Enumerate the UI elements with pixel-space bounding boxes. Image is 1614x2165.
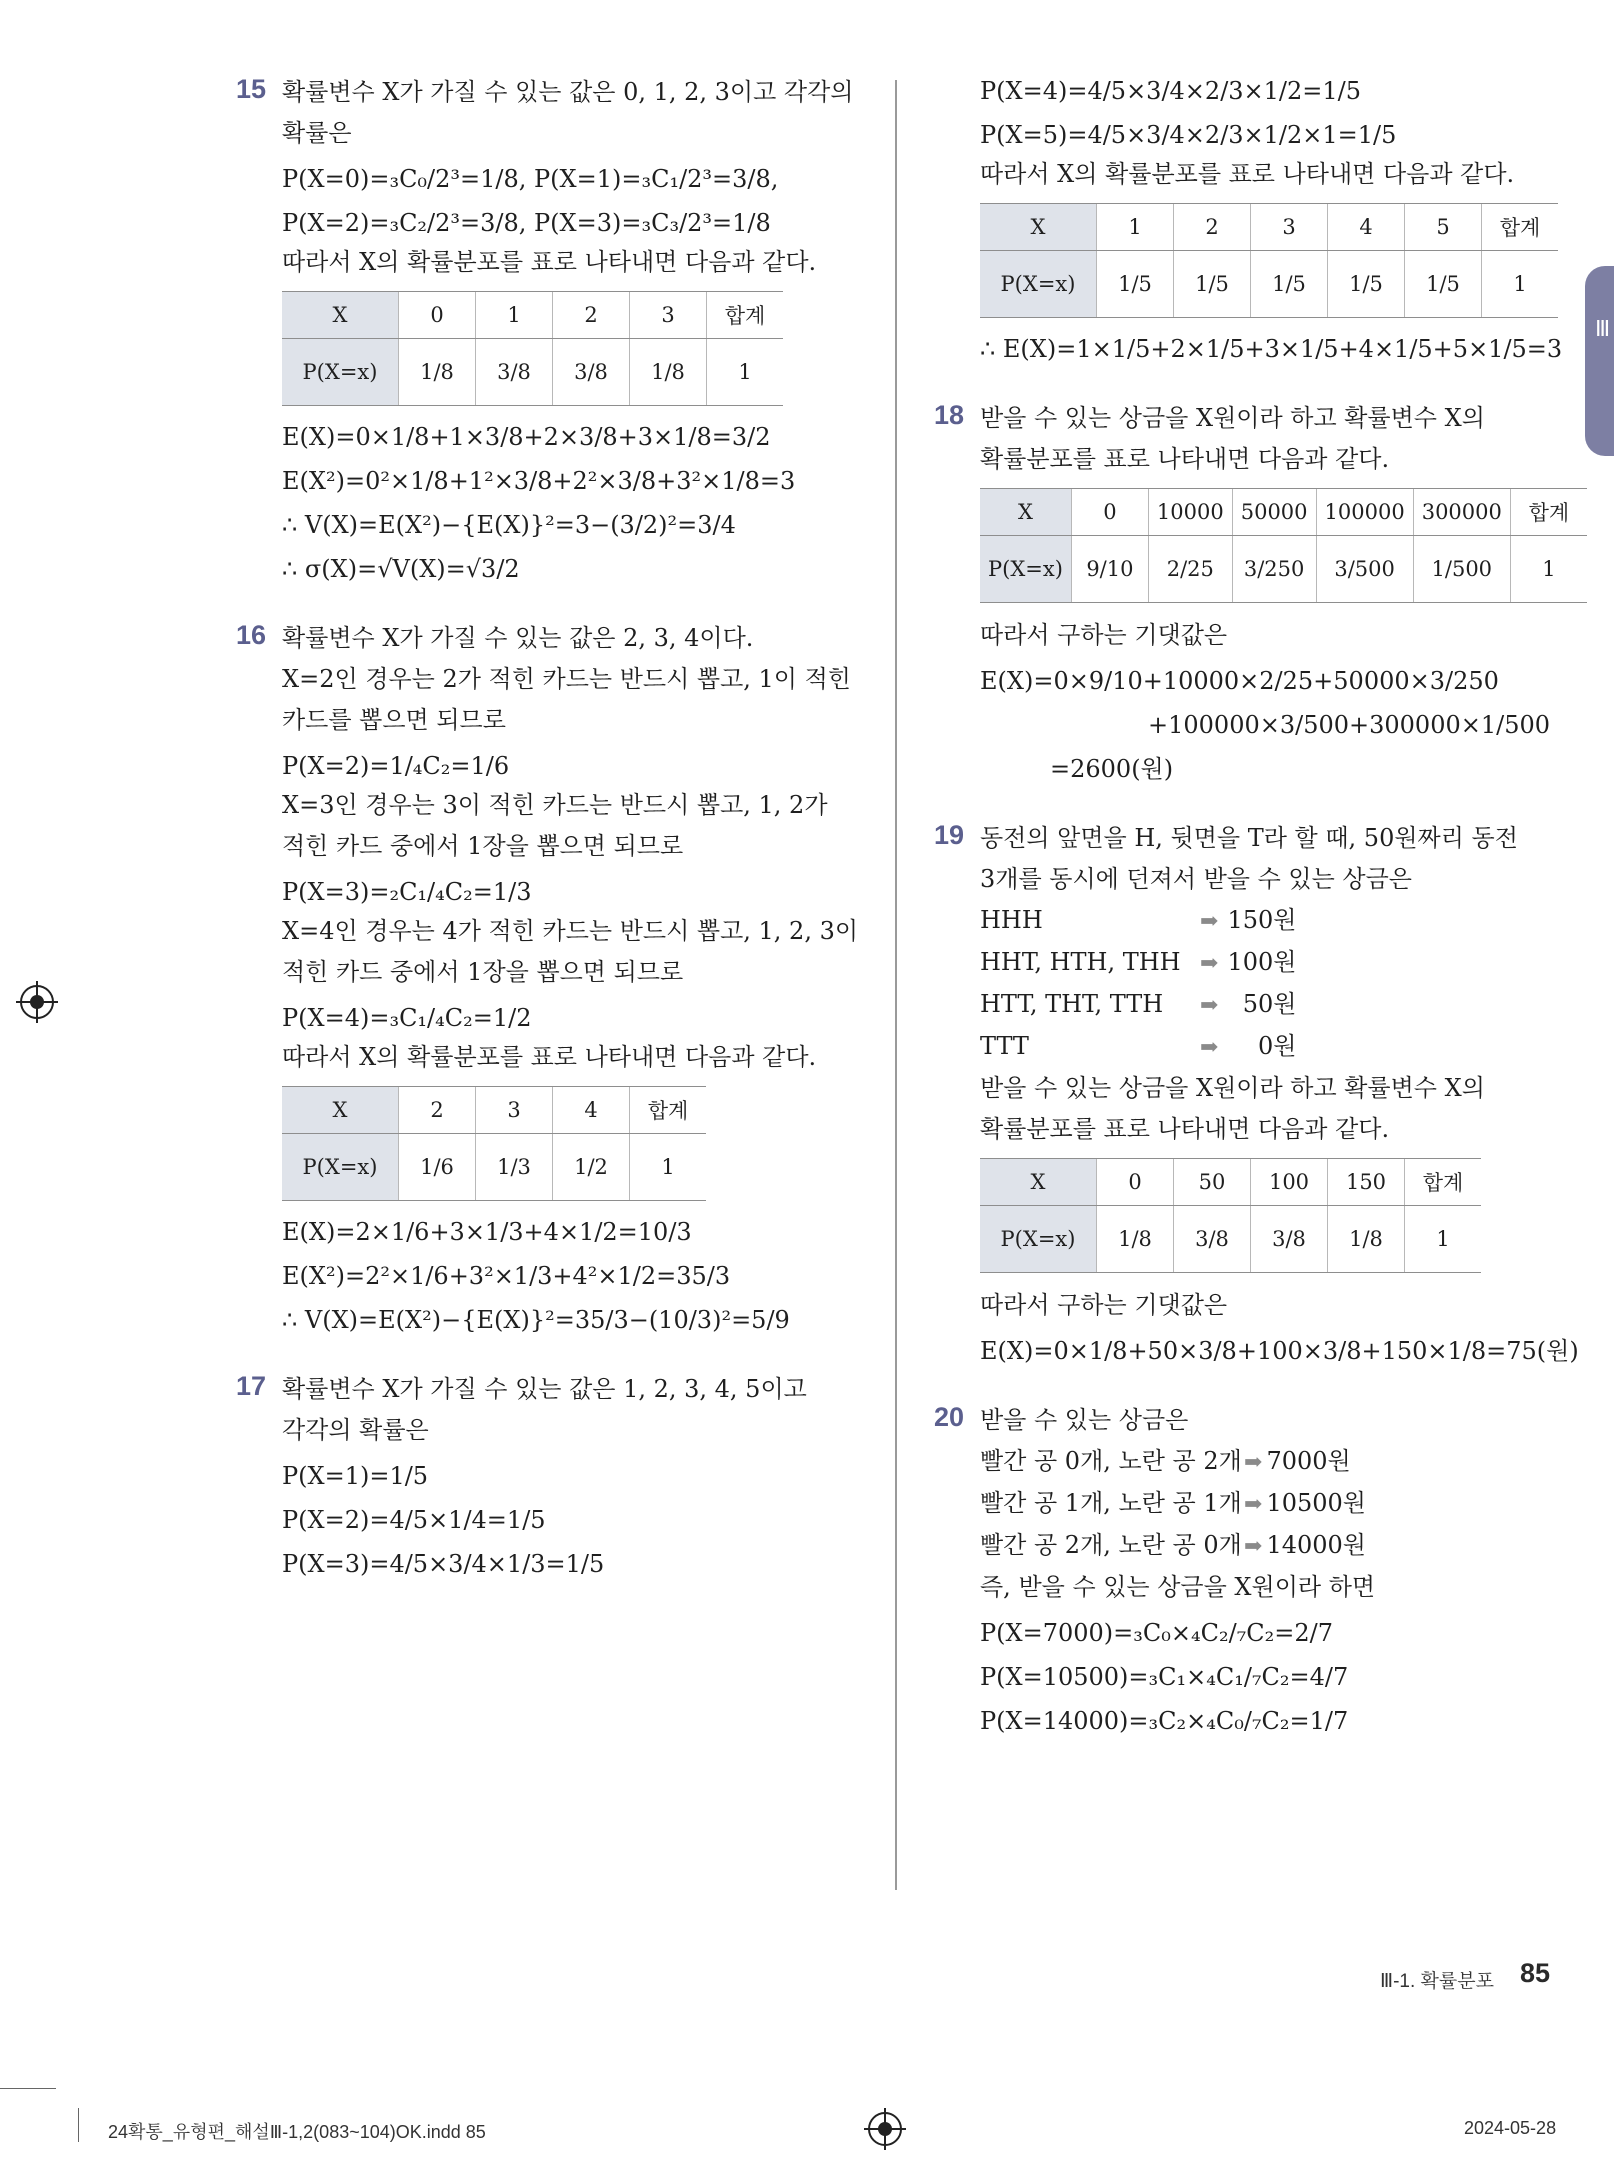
right-arrow-icon: ➡ [1244, 1450, 1263, 1475]
table-header-cell: P(X=x) [980, 1206, 1097, 1273]
equation: ∴ E(X)=1×1/5+2×1/5+3×1/5+4×1/5+5×1/5=3 [980, 335, 1563, 363]
distribution-table [282, 291, 783, 406]
table-cell: 합계 [707, 292, 784, 339]
right-column [934, 72, 1579, 1770]
table-cell: 9/10 [1071, 536, 1148, 603]
table-header-cell: P(X=x) [282, 339, 399, 406]
table-header-cell: X [282, 1087, 399, 1134]
mean-intro: 따라서 구하는 기댓값은 [980, 1291, 1228, 1319]
table-header-cell: P(X=x) [282, 1134, 399, 1201]
equation: P(X=4)=4/5×3/4×2/3×1/2=1/5 [980, 77, 1362, 105]
table-cell: 10000 [1148, 489, 1232, 536]
table-cell: 합계 [1405, 1159, 1482, 1206]
outcome-line [980, 984, 1560, 1026]
prize-amount: 10500원 [1266, 1489, 1366, 1517]
problem-18 [934, 398, 1570, 788]
equation: P(X=2)=1/₄C₂=1/6 [282, 752, 510, 780]
table-header-cell: X [282, 292, 399, 339]
table-cell: 1/5 [1097, 251, 1174, 318]
table-cell: 1/8 [1097, 1206, 1174, 1273]
outcome-text: 빨간 공 0개, 노란 공 2개 [980, 1447, 1242, 1475]
table-cell: 1/5 [1251, 251, 1328, 318]
equation: E(X)=2×1/6+3×1/3+4×1/2=10/3 [282, 1218, 692, 1246]
problem-intro: 동전의 앞면을 H, 뒷면을 T라 할 때, 50원짜리 동전 3개를 동시에 던져서 받을 수 있는 상금은 [980, 824, 1518, 893]
problem-number: 15 [236, 74, 267, 104]
crop-mark [78, 2108, 79, 2142]
right-arrow-icon: ➡ [1200, 909, 1219, 934]
distribution-table [980, 488, 1587, 603]
problem-19 [934, 818, 1579, 1370]
table-cell: 3/250 [1232, 536, 1316, 603]
case-text: X=2인 경우는 2가 적힌 카드는 반드시 뽑고, 1이 적힌 카드를 뽑으면 되므로 [282, 665, 851, 734]
table-cell: 합계 [1482, 204, 1559, 251]
table-cell: 150 [1328, 1159, 1405, 1206]
distribution-table [282, 1086, 706, 1201]
slug-filename: 24확통_유형편_해설Ⅲ-1,2(083~104)OK.indd 85 [108, 2122, 486, 2142]
table-cell: 1 [1405, 1206, 1482, 1273]
table-cell: 5 [1405, 204, 1482, 251]
table-cell: 1 [1510, 536, 1587, 603]
right-arrow-icon: ➡ [1200, 1035, 1219, 1060]
table-cell: 50000 [1232, 489, 1316, 536]
page-number: 85 [1520, 1958, 1551, 1988]
table-header-cell: P(X=x) [980, 251, 1097, 318]
table-cell: 0 [1071, 489, 1148, 536]
equation: P(X=10500)=₃C₁×₄C₁/₇C₂=4/7 [980, 1663, 1349, 1691]
table-cell: 3/8 [553, 339, 630, 406]
outcome-text: HTT, THT, TTH [980, 990, 1164, 1018]
prize-amount: 100원 [1227, 948, 1297, 976]
problem-intro: 받을 수 있는 상금을 X원이라 하고 확률변수 X의 확률분포를 표로 나타내면 다음과 같다. [980, 404, 1485, 473]
problem-17 [232, 1369, 872, 1583]
table-intro: 따라서 X의 확률분포를 표로 나타내면 다음과 같다. [282, 248, 817, 276]
table-cell: 100 [1251, 1159, 1328, 1206]
equation: P(X=4)=₃C₁/₄C₂=1/2 [282, 1004, 532, 1032]
outcome-text: 빨간 공 2개, 노란 공 0개 [980, 1531, 1242, 1559]
table-cell: 3/8 [1174, 1206, 1251, 1273]
right-arrow-icon: ➡ [1200, 993, 1219, 1018]
problem-number: 18 [934, 400, 965, 430]
prize-amount: 150원 [1227, 906, 1297, 934]
equation: E(X)=0×9/10+10000×2/25+50000×3/250 [980, 667, 1499, 695]
problem-number: 17 [236, 1371, 267, 1401]
prize-amount: 0원 [1257, 1032, 1297, 1060]
table-cell: 1 [707, 339, 784, 406]
problem-intro: 확률변수 X가 가질 수 있는 값은 2, 3, 4이다. [282, 624, 754, 652]
problem-intro: 확률변수 X가 가질 수 있는 값은 0, 1, 2, 3이고 각각의 확률은 [282, 78, 854, 147]
table-cell: 합계 [630, 1087, 707, 1134]
outcome-line [980, 900, 1560, 942]
table-cell: 1 [1482, 251, 1559, 318]
table-cell: 50 [1174, 1159, 1251, 1206]
table-cell: 2 [1174, 204, 1251, 251]
table-cell: 1/8 [630, 339, 707, 406]
table-cell: 3/500 [1316, 536, 1413, 603]
section-label: Ⅲ-1. 확률분포 [1380, 1971, 1494, 1992]
table-intro: 따라서 X의 확률분포를 표로 나타내면 다음과 같다. [282, 1043, 817, 1071]
equation: +100000×3/500+300000×1/500 [1148, 711, 1550, 739]
table-cell: 0 [1097, 1159, 1174, 1206]
table-cell: 1/500 [1413, 536, 1510, 603]
table-cell: 2 [553, 292, 630, 339]
outcome-text: 빨간 공 1개, 노란 공 1개 [980, 1489, 1242, 1517]
equation: P(X=1)=1/5 [282, 1462, 429, 1490]
equation: =2600(원) [1050, 755, 1174, 783]
equation: P(X=7000)=₃C₀×₄C₂/₇C₂=2/7 [980, 1619, 1334, 1647]
table-cell: 3/8 [1251, 1206, 1328, 1273]
table-intro: 따라서 X의 확률분포를 표로 나타내면 다음과 같다. [980, 160, 1515, 188]
right-arrow-icon: ➡ [1244, 1492, 1263, 1517]
table-intro: 받을 수 있는 상금을 X원이라 하고 확률변수 X의 확률분포를 표로 나타내면 다음과 같다. [980, 1074, 1485, 1143]
mean-intro: 따라서 구하는 기댓값은 [980, 621, 1228, 649]
case-text: X=4인 경우는 4가 적힌 카드는 반드시 뽑고, 1, 2, 3이 적힌 카드 중에서 1장을 뽑으면 되므로 [282, 917, 859, 986]
right-arrow-icon: ➡ [1200, 951, 1219, 976]
left-column [232, 72, 872, 1613]
equation: ∴ V(X)=E(X²)−{E(X)}²=35/3−(10/3)²=5/9 [282, 1306, 790, 1334]
outcome-text: HHH [980, 906, 1043, 934]
table-cell: 4 [553, 1087, 630, 1134]
table-cell: 0 [399, 292, 476, 339]
registration-mark-icon [868, 2112, 902, 2146]
table-cell: 1/5 [1405, 251, 1482, 318]
table-cell: 1/6 [399, 1134, 476, 1201]
outcome-line [980, 1026, 1560, 1068]
prize-amount: 7000원 [1266, 1447, 1351, 1475]
problem-16 [232, 618, 872, 1339]
table-header-cell: X [980, 1159, 1097, 1206]
equation: P(X=14000)=₃C₂×₄C₀/₇C₂=1/7 [980, 1707, 1349, 1735]
problem-17-continued [940, 72, 1563, 368]
table-cell: 1/8 [1328, 1206, 1405, 1273]
table-cell: 1 [630, 1134, 707, 1201]
column-divider [895, 80, 897, 1890]
table-cell: 3 [630, 292, 707, 339]
outcome-line [980, 1441, 1560, 1483]
problem-20 [934, 1400, 1560, 1740]
registration-mark-icon [20, 985, 54, 1019]
table-cell: 1/5 [1174, 251, 1251, 318]
equation: ∴ V(X)=E(X²)−{E(X)}²=3−(3/2)²=3/4 [282, 511, 736, 539]
outcome-text: HHT, HTH, THH [980, 948, 1181, 976]
table-cell: 1/3 [476, 1134, 553, 1201]
distribution-table [980, 203, 1558, 318]
chapter-tab-label: Ⅲ [1595, 316, 1611, 341]
outcome-line [980, 942, 1560, 984]
slug-date: 2024-05-28 [1464, 2118, 1557, 2138]
table-cell: 1/2 [553, 1134, 630, 1201]
equation: E(X)=0×1/8+1×3/8+2×3/8+3×1/8=3/2 [282, 423, 771, 451]
table-cell: 3 [476, 1087, 553, 1134]
outcome-text: TTT [980, 1032, 1029, 1060]
equation: P(X=0)=₃C₀/2³=1/8, P(X=1)=₃C₁/2³=3/8, [282, 165, 779, 193]
problem-intro: 받을 수 있는 상금은 [980, 1406, 1189, 1434]
prize-amount: 14000원 [1266, 1531, 1366, 1559]
table-cell: 1 [1097, 204, 1174, 251]
table-cell: 1/8 [399, 339, 476, 406]
table-cell: 2/25 [1148, 536, 1232, 603]
chapter-tab [1585, 266, 1614, 456]
table-cell: 합계 [1510, 489, 1587, 536]
prize-amount: 50원 [1242, 990, 1297, 1018]
table-cell: 2 [399, 1087, 476, 1134]
outcome-line [980, 1525, 1560, 1567]
distribution-table [980, 1158, 1481, 1273]
crop-mark [0, 2088, 56, 2089]
case-text: 즉, 받을 수 있는 상금을 X원이라 하면 [980, 1573, 1376, 1601]
case-text: X=3인 경우는 3이 적힌 카드는 반드시 뽑고, 1, 2가 적힌 카드 중에서 1장을 뽑으면 되므로 [282, 791, 828, 860]
equation: P(X=3)=₂C₁/₄C₂=1/3 [282, 878, 532, 906]
table-header-cell: P(X=x) [980, 536, 1071, 603]
table-header-cell: X [980, 489, 1071, 536]
equation: E(X)=0×1/8+50×3/8+100×3/8+150×1/8=75(원) [980, 1337, 1579, 1365]
equation: E(X²)=2²×1/6+3²×1/3+4²×1/2=35/3 [282, 1262, 731, 1290]
table-cell: 100000 [1316, 489, 1413, 536]
table-header-cell: X [980, 204, 1097, 251]
table-cell: 4 [1328, 204, 1405, 251]
problem-number: 20 [934, 1402, 965, 1432]
table-cell: 1 [476, 292, 553, 339]
equation: E(X²)=0²×1/8+1²×3/8+2²×3/8+3²×1/8=3 [282, 467, 796, 495]
equation: P(X=2)=4/5×1/4=1/5 [282, 1506, 546, 1534]
table-cell: 300000 [1413, 489, 1510, 536]
problem-intro: 확률변수 X가 가질 수 있는 값은 1, 2, 3, 4, 5이고 각각의 확률은 [282, 1375, 807, 1444]
problem-number: 19 [934, 820, 965, 850]
equation: P(X=2)=₃C₂/2³=3/8, P(X=3)=₃C₃/2³=1/8 [282, 209, 771, 237]
table-cell: 1/5 [1328, 251, 1405, 318]
equation: P(X=3)=4/5×3/4×1/3=1/5 [282, 1550, 605, 1578]
outcome-line [980, 1483, 1560, 1525]
table-cell: 3 [1251, 204, 1328, 251]
equation: P(X=5)=4/5×3/4×2/3×1/2×1=1/5 [980, 121, 1397, 149]
right-arrow-icon: ➡ [1244, 1534, 1263, 1559]
problem-number: 16 [236, 620, 267, 650]
table-cell: 3/8 [476, 339, 553, 406]
equation: ∴ σ(X)=√V(X)=√3/2 [282, 555, 520, 583]
problem-15 [232, 72, 872, 588]
